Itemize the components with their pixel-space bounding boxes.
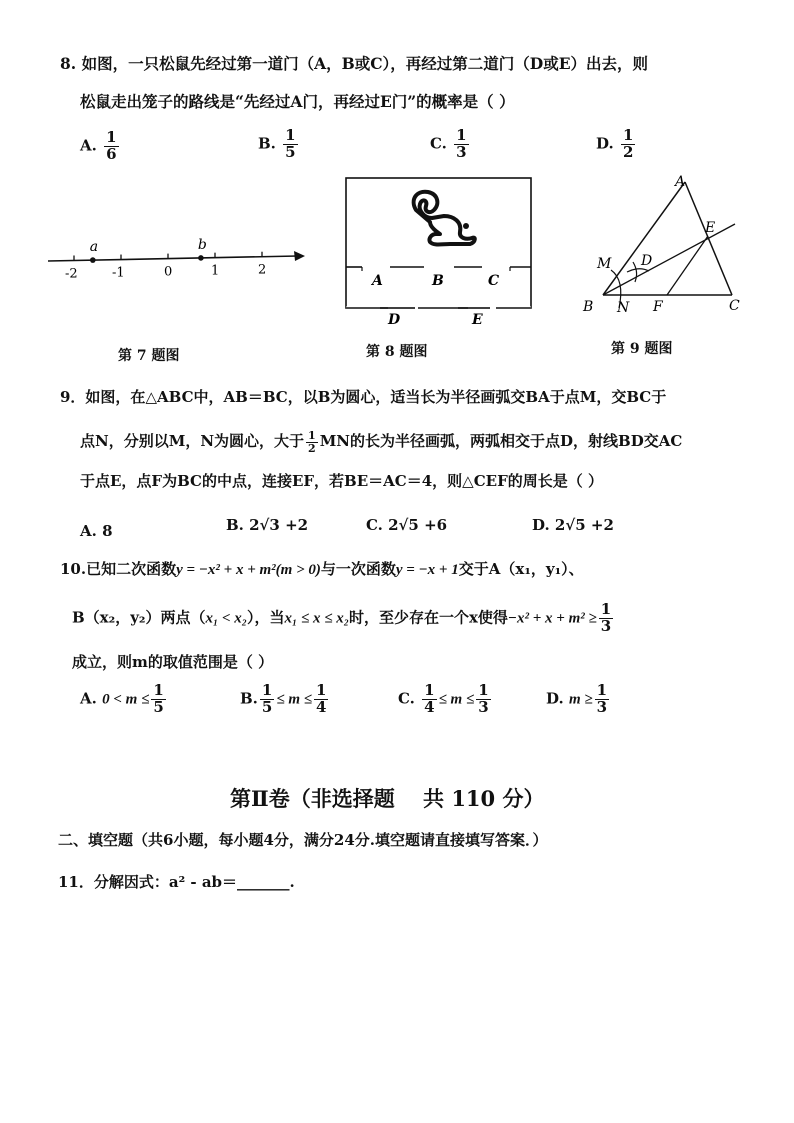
tick-label: -2 [65, 266, 78, 282]
figure-9-triangle [575, 170, 775, 320]
q10-line2: B（x₂，y₂）两点（x₁ < x₂），当x₁ ≤ x ≤ x₂时，至少存在一个x使得−x² + x + m² ≥ $\frac{1}{3}$ [72, 600, 612, 635]
point-b-label: B [583, 299, 594, 315]
tick-label: 2 [258, 262, 267, 278]
q10-line3: 成立，则m的取值范围是（ ） [72, 653, 274, 671]
figure-7-number-line [40, 225, 320, 285]
point-c-label: C [729, 298, 740, 314]
q9-option-c: C. 2√5 +6 [366, 516, 448, 534]
section-2-subtitle: 二、填空题（共6小题，每小题4分，满分24分.填空题请直接填写答案．） [58, 831, 548, 849]
q8-line2: 松鼠走出笼子的路线是“先经过A门，再经过E门”的概率是（ ） [80, 92, 515, 111]
tick-label: 0 [164, 264, 173, 280]
q9-option-b: B. 2√3 +2 [226, 516, 309, 534]
figure-8-caption: 第 8 题图 [366, 344, 428, 360]
point-b-label: b [197, 236, 207, 253]
point-n-label: N [617, 300, 630, 316]
q9-line1: 9．如图，在△ABC中，AB＝BC，以B为圆心，适当长为半径画弧交BA于点M，交BC于 [60, 388, 667, 406]
squirrel-icon [414, 192, 475, 245]
point-a-label: a [89, 239, 99, 256]
point-e-label: E [705, 220, 716, 236]
q8-option-b: B. $\frac{1}{5}$ [258, 126, 296, 161]
tick-label: 1 [211, 263, 220, 279]
q9-option-a: A. 8 [80, 522, 113, 540]
door-e-label: E [472, 312, 483, 328]
section-2-title: 第Ⅱ卷（非选择题 共 110 分） [230, 786, 545, 811]
q10-line1: 10.已知二次函数y = −x² + x + m²(m > 0)与一次函数y = −x + 1交于A（x₁，y₁）、 [60, 560, 584, 578]
point-d-label: D [641, 253, 653, 269]
q9-option-d: D. 2√5 +2 [532, 516, 614, 534]
q9-line3: 于点E，点F为BC的中点，连接EF，若BE＝AC＝4，则△CEF的周长是（ ） [80, 472, 603, 490]
q10-option-d: D. m ≥ $\frac{1}{3}$ [546, 681, 608, 716]
figure-9-caption: 第 9 题图 [611, 341, 673, 357]
point-f-label: F [653, 299, 663, 315]
q11-text: 11．分解因式：a² - ab＝_______. [58, 873, 295, 891]
point-a-dot [90, 257, 96, 263]
door-d-label: D [388, 312, 401, 328]
door-a-label: A [372, 273, 383, 289]
figure-7-caption: 第 7 题图 [118, 348, 180, 364]
tick-label: -1 [112, 265, 125, 281]
q10-option-a: A. 0 < m ≤ $\frac{1}{5}$ [80, 681, 164, 716]
q8-option-d: D. $\frac{1}{2}$ [596, 126, 634, 161]
point-m-label: M [597, 256, 612, 272]
q8-line1: 8. 如图，一只松鼠先经过第一道门（A，B或C），再经过第二道门（D或E）出去，则 [60, 54, 649, 73]
q10-option-b: B. $\frac{1}{5}$ ≤ m ≤ $\frac{1}{4}$ [240, 681, 327, 716]
q8-option-c: C. $\frac{1}{3}$ [430, 126, 467, 161]
point-b-dot [198, 255, 204, 261]
q8-option-a: A. $\frac{1}{6}$ [80, 128, 117, 163]
door-b-label: B [432, 273, 444, 289]
figure-8-cage [340, 172, 540, 332]
door-c-label: C [488, 273, 500, 289]
q9-line2: 点N，分别以M，N为圆心，大于 $\frac{1}{2}$ MN的长为半径画弧，两弧相交于点D，射线BD交AC [80, 429, 683, 455]
q10-option-c: C. $\frac{1}{4}$ ≤ m ≤ $\frac{1}{3}$ [398, 681, 489, 716]
point-a-label: A [675, 174, 686, 190]
